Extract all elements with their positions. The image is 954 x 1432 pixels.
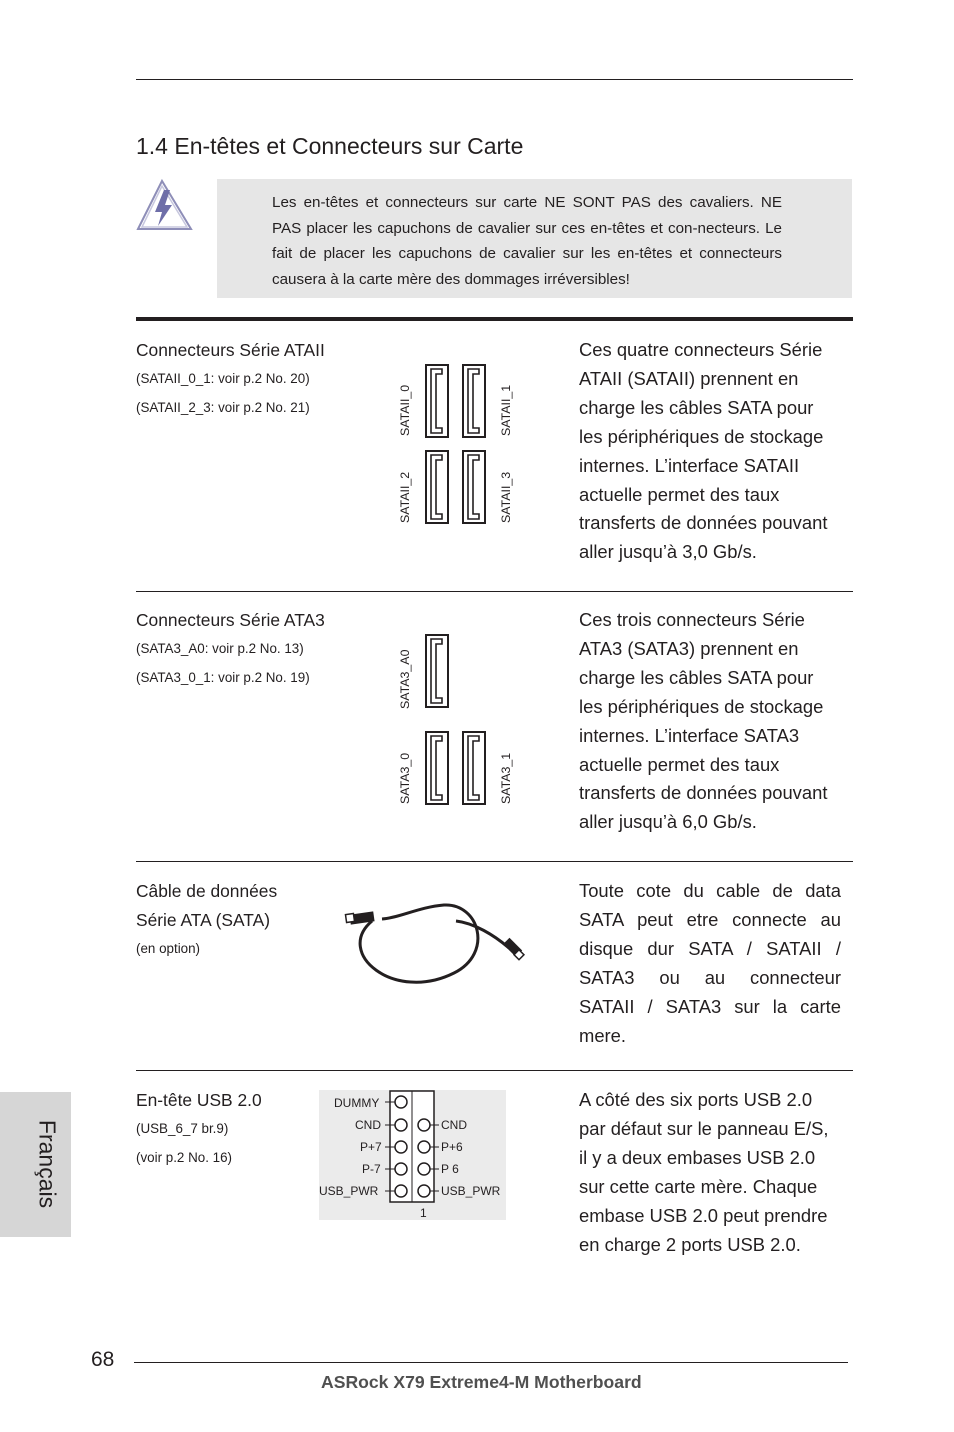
language-tab-label: Français — [34, 1119, 61, 1209]
usb-description: A côté des six ports USB 2.0 par défaut sur le panneau E/S, il y a deux embases USB 2.0 sur cette carte mère. Chaque embase USB 2.0 peut prendre en charge 2 ports USB 2.0. — [579, 1089, 829, 1255]
footer-rule — [134, 1362, 848, 1363]
connector-label: SATA3_0 — [398, 752, 412, 804]
footer-text: ASRock X79 Extreme4-M Motherboard — [321, 1372, 642, 1392]
sata-connector-icon — [425, 634, 449, 708]
sata-connector-icon — [462, 364, 486, 438]
cable-note: (en option) — [136, 941, 201, 956]
sata-connector-icon — [462, 731, 486, 805]
sata-connector-icon — [425, 450, 449, 524]
cable-title-line2: Série ATA (SATA) — [136, 910, 271, 930]
sataii-ref-1: (SATAII_0_1: voir p.2 No. 20) — [136, 371, 310, 386]
pin-label-dummy: DUMMY — [334, 1096, 380, 1110]
usb-title: En-tête USB 2.0 — [136, 1090, 262, 1110]
warning-triangle-icon — [134, 177, 194, 235]
pin-1-label: 1 — [420, 1206, 427, 1220]
usb-ref-1: (USB_6_7 br.9) — [136, 1121, 229, 1136]
section-title: 1.4 En-têtes et Connecteurs sur Carte — [136, 133, 524, 159]
cable-title-line1: Câble de données — [136, 881, 278, 901]
sata3-description: Ces trois connecteurs Série ATA3 (SATA3) prennent en charge les câbles SATA pour les périphériques de stockage internes. L’interface SATA3 actuelle permet des taux transferts de données pouvant aller jusqu’à 6,0 Gb/s. — [579, 609, 828, 833]
sata-connector-icon — [425, 364, 449, 438]
connector-label: SATA3_A0 — [398, 649, 412, 709]
cable-description: Toute cote du cable de data SATA peut etre connecte au disque dur SATA / SATAII / SATA3 ou au connecteur SATAII / SATA3 sur la carte mere. — [579, 880, 841, 1046]
sata3-ref-1: (SATA3_A0: voir p.2 No. 13) — [136, 641, 304, 656]
sata3-ref-2: (SATA3_0_1: voir p.2 No. 19) — [136, 670, 310, 685]
pin-label-left: P-7 — [362, 1162, 381, 1176]
warning-text: Les en-têtes et connecteurs sur carte NE SONT PAS des cavaliers. NE PAS placer les capuchons de cavalier sur ces en-têtes et con-necteurs. Le fait de placer les capuchons de cavalier sur les en-têtes et connecteurs causera à la carte mère des dommages irréversibles! — [272, 194, 782, 288]
top-rule — [136, 79, 853, 80]
sataii-ref-2: (SATAII_2_3: voir p.2 No. 21) — [136, 400, 310, 415]
pin-label-right: P 6 — [441, 1162, 459, 1176]
connector-label: SATA3_1 — [499, 752, 513, 804]
usb-ref-2: (voir p.2 No. 16) — [136, 1150, 233, 1165]
pin-label-right: CND — [441, 1118, 467, 1132]
sata-connector-icon — [425, 731, 449, 805]
connector-label: SATAII_0 — [398, 384, 412, 436]
sataii-description: Ces quatre connecteurs Série ATAII (SATAII) prennent en charge les câbles SATA pour les périphériques de stockage internes. L’interface SATAII actuelle permet des taux transferts de données pouvant aller jusqu’à 3,0 Gb/s. — [579, 339, 828, 563]
sata-cable-illustration — [344, 893, 534, 993]
pin-label-left: P+7 — [360, 1140, 382, 1154]
connector-label: SATAII_1 — [499, 384, 513, 436]
sata3-title: Connecteurs Série ATA3 — [136, 610, 325, 630]
connector-label: SATAII_3 — [499, 471, 513, 523]
thick-rule — [136, 317, 853, 321]
connector-label: SATAII_2 — [398, 471, 412, 523]
sata-connector-icon — [462, 450, 486, 524]
pin-label-left: CND — [355, 1118, 381, 1132]
page-number: 68 — [91, 1348, 115, 1371]
divider — [136, 1070, 853, 1071]
pin-label-right: USB_PWR — [441, 1184, 501, 1198]
divider — [136, 861, 853, 862]
sataii-title: Connecteurs Série ATAII — [136, 340, 325, 360]
pin-label-right: P+6 — [441, 1140, 463, 1154]
pin-label-left: USB_PWR — [319, 1184, 379, 1198]
divider — [136, 591, 853, 592]
